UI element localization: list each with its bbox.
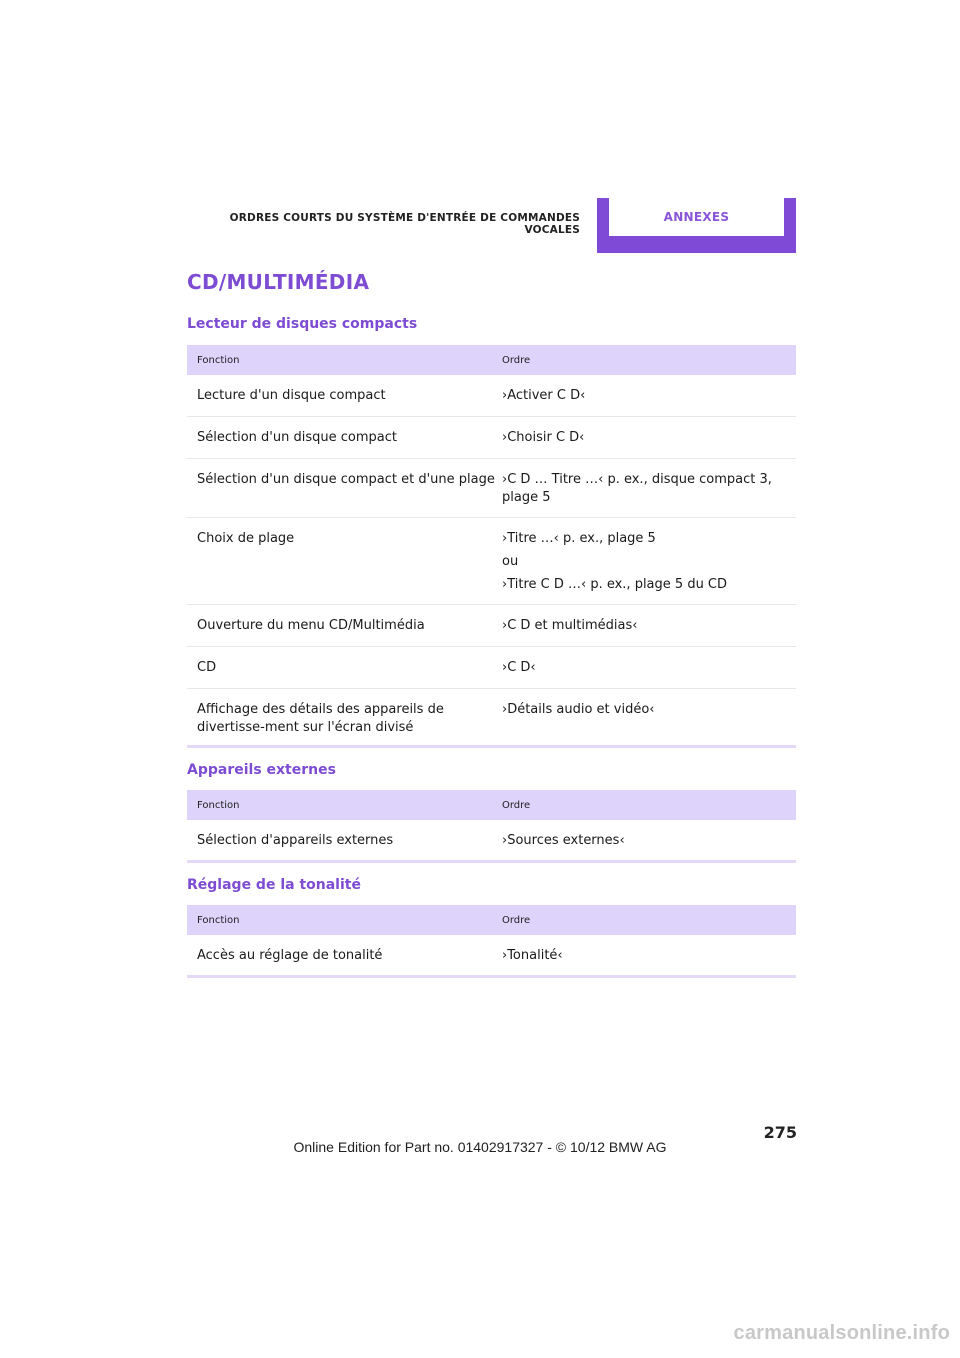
command-text: ›Titre C D …‹ p. ex., plage 5 du CD (502, 577, 728, 592)
cell-ordre (502, 659, 796, 688)
cell-ordre (502, 429, 796, 458)
command-text: ›Titre …‹ p. ex., plage 5 (502, 531, 656, 546)
cell-ordre (502, 387, 796, 416)
section-tab-label: ANNEXES (663, 210, 730, 224)
cell-ordre (502, 701, 796, 745)
cell-fonction: Sélection d'un disque compact et d'une plage (197, 472, 495, 487)
cell-ordre (502, 947, 796, 975)
column-header-ordre: Ordre (502, 799, 531, 811)
footer-edition-note: Online Edition for Part no. 01402917327 - © 10/12 BMW AG (293, 1139, 667, 1155)
column-header-fonction: Fonction (197, 354, 240, 366)
table-header (187, 790, 796, 820)
table-row (187, 518, 796, 605)
section-heading-tone: Réglage de la tonalité (187, 877, 361, 893)
command-text: ›C D et multimédias‹ (502, 618, 638, 633)
cell-fonction: Accès au réglage de tonalité (197, 948, 383, 963)
cell-fonction: Lecture d'un disque compact (197, 388, 386, 403)
command-text: ›Détails audio et vidéo‹ (502, 702, 655, 717)
section-heading-cd-player: Lecteur de disques compacts (187, 316, 418, 332)
command-text: ›C D‹ (502, 660, 536, 675)
running-head: ORDRES COURTS DU SYSTÈME D'ENTRÉE DE COMMANDES VOCALES (229, 212, 580, 236)
page-number: 275 (763, 1123, 797, 1142)
cell-ordre (502, 832, 796, 860)
cell-ordre (502, 617, 796, 646)
command-text: ›Activer C D‹ (502, 388, 586, 403)
command-text: ›Choisir C D‹ (502, 430, 585, 445)
cell-fonction: Sélection d'un disque compact (197, 430, 397, 445)
column-header-fonction: Fonction (197, 799, 240, 811)
table-header (187, 905, 796, 935)
table-row (187, 459, 796, 518)
column-header-fonction: Fonction (197, 914, 240, 926)
command-text: ›Tonalité‹ (502, 948, 563, 963)
table-row (187, 935, 796, 975)
table-row (187, 647, 796, 689)
section-heading-external-devices: Appareils externes (187, 762, 336, 778)
table-row (187, 417, 796, 459)
cell-ordre (502, 471, 796, 517)
cell-fonction: CD (197, 660, 217, 675)
column-header-ordre: Ordre (502, 914, 531, 926)
cell-ordre (502, 530, 796, 604)
table-row (187, 689, 796, 745)
page-title: CD/MULTIMÉDIA (187, 270, 370, 294)
column-header-ordre: Ordre (502, 354, 531, 366)
command-text: ›C D … Titre …‹ p. ex., disque compact 3, plage 5 (502, 472, 772, 505)
command-text: ›Sources externes‹ (502, 833, 625, 848)
cell-fonction: Ouverture du menu CD/Multimédia (197, 618, 425, 633)
table-row (187, 605, 796, 647)
table-row (187, 820, 796, 860)
command-text: ou (502, 554, 519, 569)
command-table-cd-player (187, 345, 796, 748)
cell-fonction: Choix de plage (197, 531, 295, 546)
table-row (187, 375, 796, 417)
cell-fonction: Sélection d'appareils externes (197, 833, 394, 848)
section-tab (597, 198, 796, 253)
command-table-external-devices (187, 790, 796, 863)
cell-fonction: Affichage des détails des appareils de divertisse-ment sur l'écran divisé (197, 702, 444, 735)
table-header (187, 345, 796, 375)
watermark: carmanualsonline.info (733, 1322, 950, 1344)
command-table-tone (187, 905, 796, 978)
